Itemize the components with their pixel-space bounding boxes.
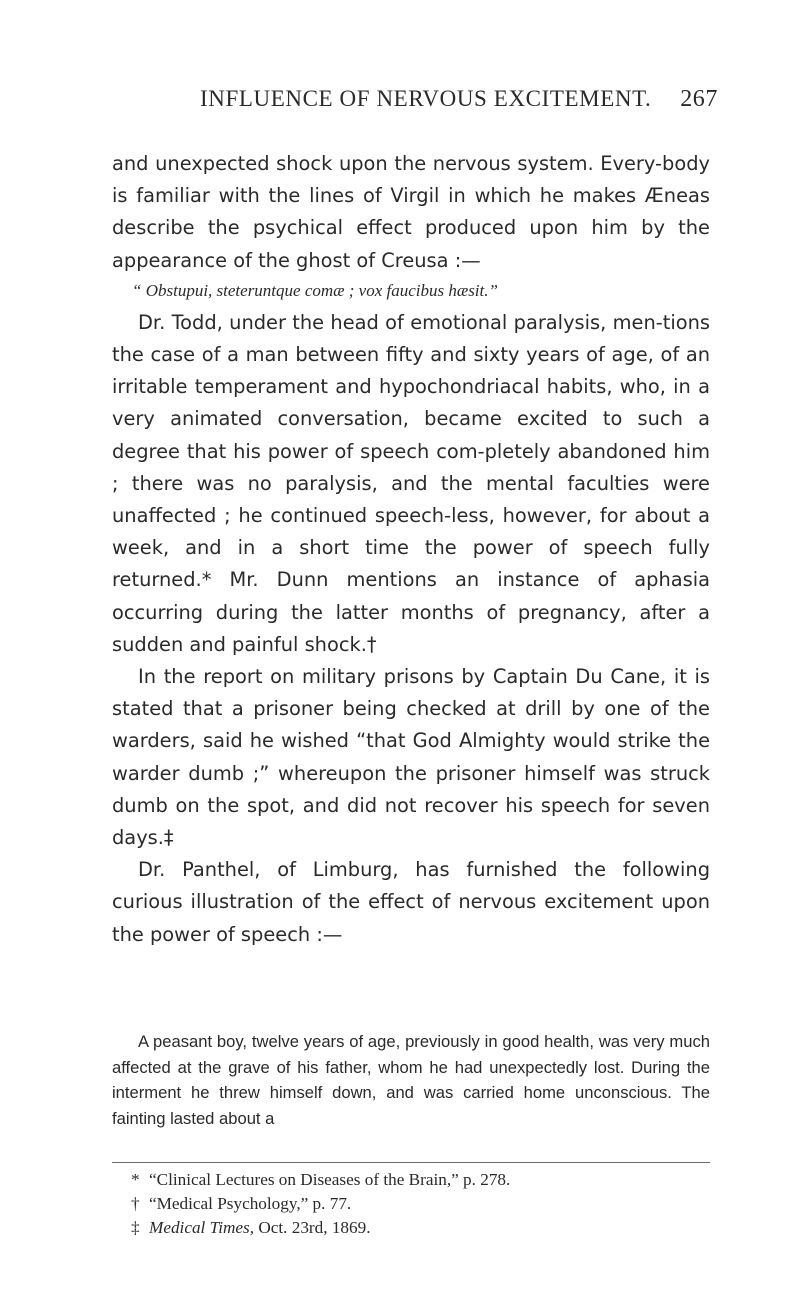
footnote-3 <box>131 1216 691 1240</box>
footnote-text: Oct. 23rd, 1869. <box>254 1218 371 1237</box>
running-title: INFLUENCE OF NERVOUS EXCITEMENT. <box>200 86 652 111</box>
virgil-quote: “ Obstupui, steteruntque comæ ; vox faucibus hæsit.” <box>132 280 498 300</box>
paragraph-1: and unexpected shock upon the nervous system. Every-body is familiar with the lines of Virgil in which he makes Æneas describe the psychical effect produced upon him by the appearance of the ghost of Creusa :— <box>112 152 710 272</box>
main-text <box>112 148 710 951</box>
footnotes <box>131 1168 691 1240</box>
extract-paragraph: A peasant boy, twelve years of age, previously in good health, was very much affected at the grave of his father, whom he had unexpectedly lost. During the interment he threw himself down, and was carried home unconscious. The fainting lasted about a <box>112 1032 710 1128</box>
paragraph-4: Dr. Panthel, of Limburg, has furnished the following curious illustration of the effect of nervous excitement upon the power of speech :— <box>112 858 710 946</box>
footnote-divider <box>112 1162 710 1163</box>
footnote-1 <box>131 1168 691 1192</box>
footnote-journal-title: Medical Times, <box>149 1218 255 1237</box>
case-extract <box>112 1029 710 1131</box>
paragraph-2: Dr. Todd, under the head of emotional paralysis, men-tions the case of a man between fifty and sixty years of age, of an irritable temperament and hypochondriacal habits, who, in a very animated conversation, became excited to such a degree that his power of speech com-pletely abandoned him ; there was no paralysis, and the mental faculties were unaffected ; he continued speech-less, however, for about a week, and in a short time the power of speech fully returned.* Mr. Dunn mentions an instance of aphasia occurring during the latter months of pregnancy, after a sudden and painful shock.† <box>112 310 710 656</box>
footnote-text: “Clinical Lectures on Diseases of the Brain,” p. 278. <box>149 1170 511 1189</box>
footnote-mark: † <box>131 1194 140 1213</box>
footnote-2 <box>131 1192 691 1216</box>
page-number: 267 <box>680 86 718 112</box>
footnote-text: “Medical Psychology,” p. 77. <box>149 1194 352 1213</box>
footnote-mark: * <box>131 1170 140 1189</box>
paragraph-3: In the report on military prisons by Captain Du Cane, it is stated that a prisoner being checked at drill by one of the warders, said he wished “that God Almighty would strike the warder dumb ;” whereupon the prisoner himself was struck dumb on the spot, and did not recover his speech for seven days.‡ <box>112 665 710 850</box>
footnote-mark: ‡ <box>131 1218 140 1237</box>
